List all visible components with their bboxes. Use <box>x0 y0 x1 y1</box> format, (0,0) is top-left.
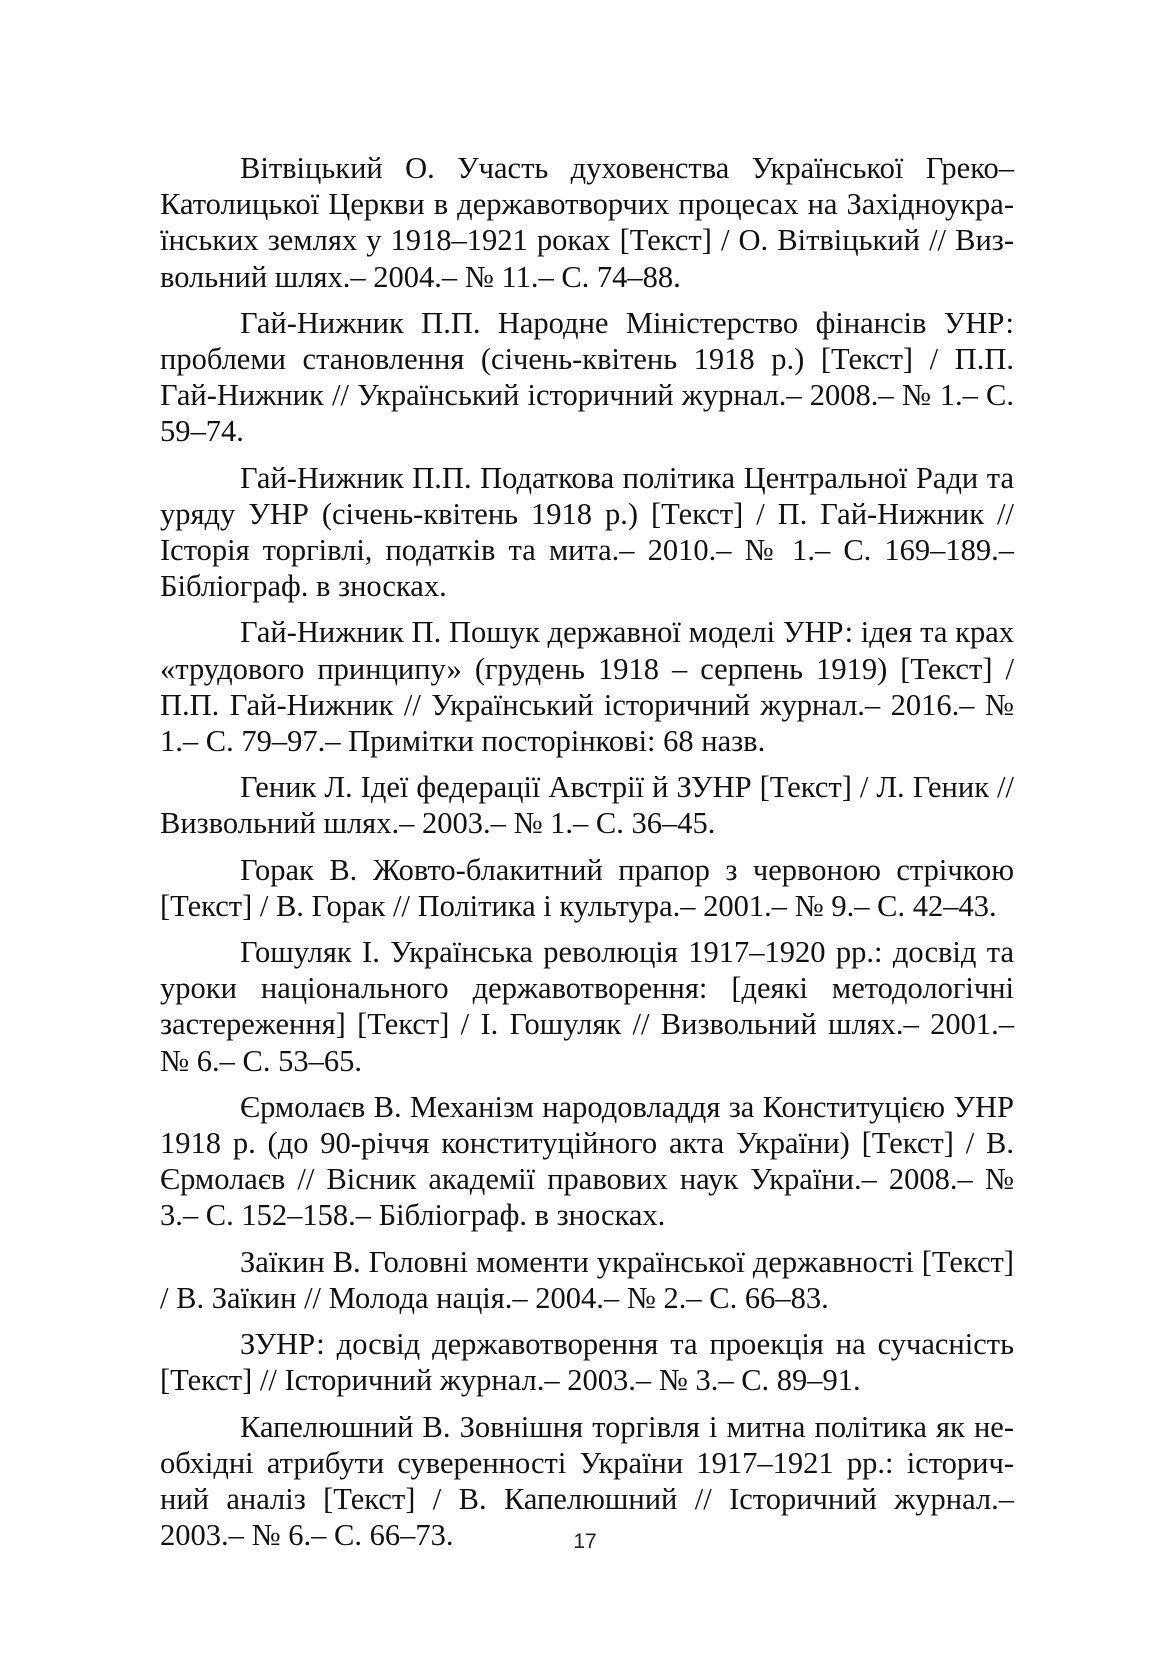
bibliography-entry: Гай-Нижник П.П. Податкова політика Центральної Ради та уряду УНР (січень-квітень 1918 р.) [Текст] / П. Гай-Нижник // Історія торгівлі, податків та мита.– 2010.– № 1.– С. 169–189.– Бібліограф. в зносках. <box>160 460 1014 604</box>
bibliography-entry: Горак В. Жовто-блакитний прапор з червоною стрічкою [Текст] / В. Горак // Політика і культура.– 2001.– № 9.– С. 42–43. <box>160 852 1014 923</box>
bibliography-entry: ЗУНР: досвід державотворення та проекція на сучасність [Текст] // Історичний журнал.– 2003.– № 3.– С. 89–91. <box>160 1327 1014 1398</box>
bibliography-entry: Гошуляк І. Українська революція 1917–1920 рр.: досвід та уроки національного державотворення: [деякі методологічні застереження] [Текст] / І. Гошуляк // Визвольний шлях.– 2001.– № 6.– С. 53–65. <box>160 935 1014 1078</box>
bibliography-entry: Гай-Нижник П. Пошук державної моделі УНР: ідея та крах «трудового принципу» (грудень 1918 – серпень 1919) [Текст] / П.П. Гай-Нижник // Український історичний журнал.– 2016.– № 1.– С. 79–97.– Примітки посторінкові: 68 назв. <box>160 615 1014 759</box>
bibliography-entry: Капелюшний В. Зовнішня торгівля і митна політика як необхідні атрибути суверенності України 1917–1921 рр.: історичний аналіз [Текст] / В. Капелюшний // Історичний журнал.– 2003.– № 6.– С. 66–73. <box>160 1409 1014 1553</box>
bibliography-entry: Геник Л. Ідеї федерації Австрії й ЗУНР [Текст] / Л. Геник // Визвольний шлях.– 2003.– № 1.– С. 36–45. <box>160 770 1014 841</box>
bibliography-entry: Єрмолаєв В. Механізм народовладдя за Конституцією УНР 1918 р. (до 90-річчя конституційного акта України) [Текст] / В. Єрмолаєв // Вісник академії правових наук України.– 2008.– № 3.– С. 152–158.– Бібліограф. в зносках. <box>160 1089 1014 1233</box>
bibliography-entry: Вітвіцький О. Участь духовенства Української Греко–Католицької Церкви в державотворчих процесах на Західноукраїнських землях у 1918–1921 роках [Текст] / О. Вітвіцький // Визвольний шлях.– 2004.– № 11.– С. 74–88. <box>160 151 1014 294</box>
bibliography-entry: Гай-Нижник П.П. Народне Міністерство фінансів УНР: проблеми становлення (січень-квітень 1918 р.) [Текст] / П.П. Гай-Нижник // Український історичний журнал.– 2008.– № 1.– С. 59–74. <box>160 305 1014 449</box>
bibliography-entry: Заїкин В. Головні моменти української державності [Текст] / В. Заїкин // Молода нація.– 2004.– № 2.– С. 66–83. <box>160 1244 1014 1315</box>
page-number: 17 <box>573 1530 597 1553</box>
bibliography-page <box>160 150 1014 1563</box>
